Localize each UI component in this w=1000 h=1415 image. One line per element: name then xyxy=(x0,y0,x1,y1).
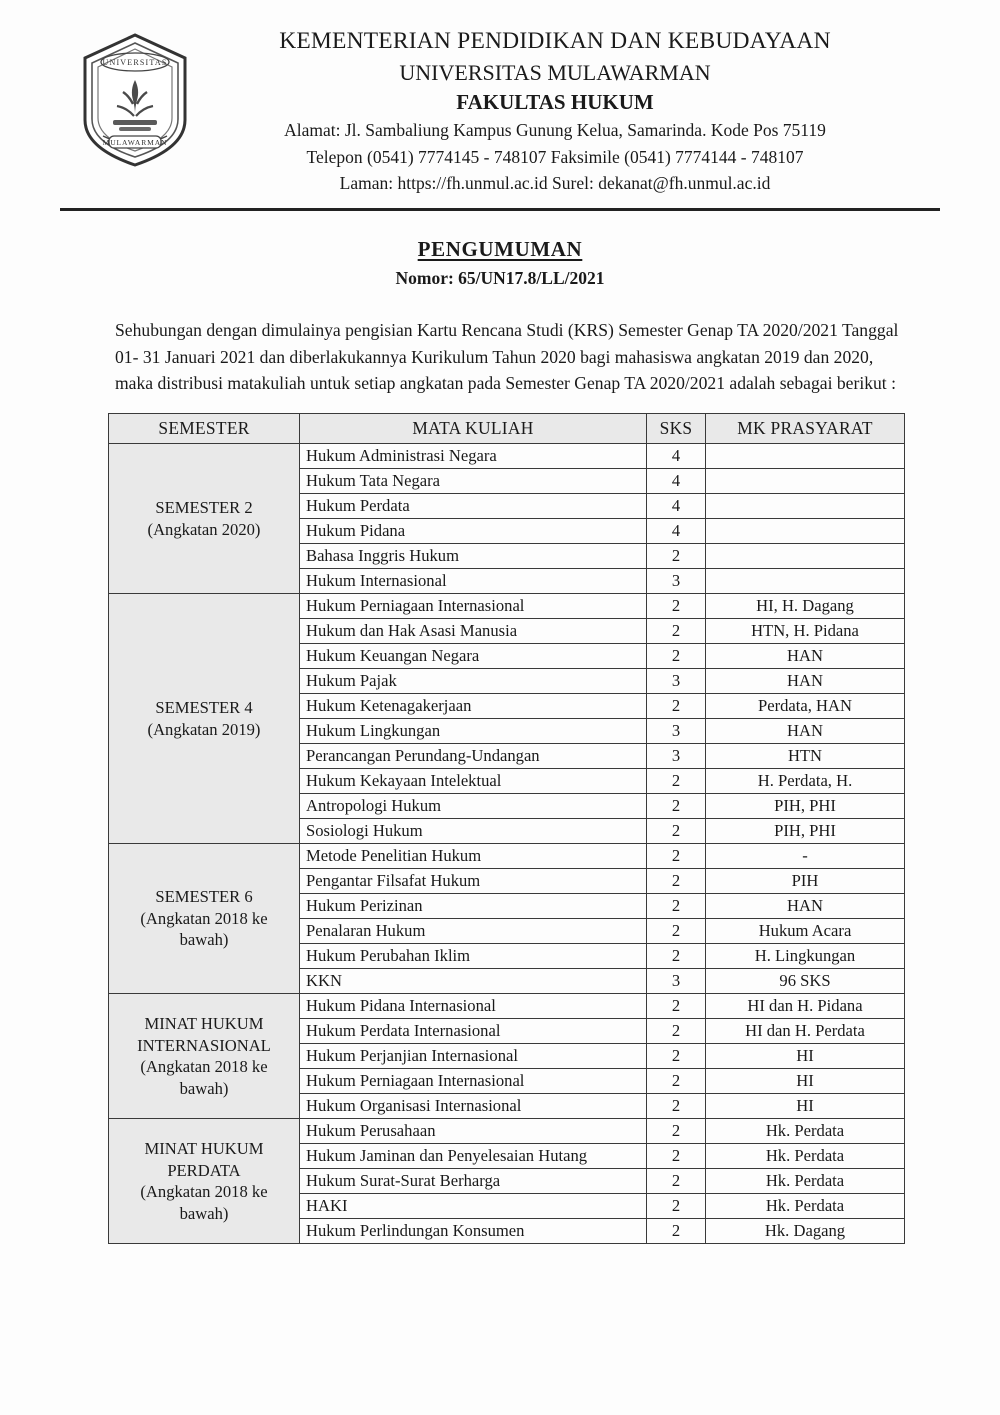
credits-cell: 2 xyxy=(647,1169,706,1194)
col-header-mata-kuliah: MATA KULIAH xyxy=(300,414,647,444)
course-name-cell: Hukum Perusahaan xyxy=(300,1119,647,1144)
credits-cell: 2 xyxy=(647,594,706,619)
course-name-cell: KKN xyxy=(300,969,647,994)
col-header-sks: SKS xyxy=(647,414,706,444)
course-name-cell: Hukum Perdata xyxy=(300,494,647,519)
prerequisite-cell: Hk. Dagang xyxy=(706,1219,905,1244)
address-line-1: Alamat: Jl. Sambaliung Kampus Gunung Kelua, Samarinda. Kode Pos 75119 xyxy=(284,120,826,141)
course-name-cell: Metode Penelitian Hukum xyxy=(300,844,647,869)
course-name-cell: Hukum Administrasi Negara xyxy=(300,444,647,469)
semester-group-line: (Angkatan 2018 ke bawah) xyxy=(140,1057,268,1098)
credits-cell: 2 xyxy=(647,1069,706,1094)
semester-group-cell xyxy=(109,1119,300,1244)
course-name-cell: Hukum Pajak xyxy=(300,669,647,694)
course-name-cell: Hukum Perizinan xyxy=(300,894,647,919)
header-divider xyxy=(60,208,940,211)
course-name-cell: Hukum Perlindungan Konsumen xyxy=(300,1219,647,1244)
table-row xyxy=(109,1119,905,1144)
course-name-cell: Hukum Perjanjian Internasional xyxy=(300,1044,647,1069)
course-name-cell: Hukum Organisasi Internasional xyxy=(300,1094,647,1119)
credits-cell: 2 xyxy=(647,844,706,869)
table-row xyxy=(109,994,905,1019)
course-name-cell: Hukum Lingkungan xyxy=(300,719,647,744)
prerequisite-cell: Hk. Perdata xyxy=(706,1144,905,1169)
course-name-cell: Hukum Perubahan Iklim xyxy=(300,944,647,969)
course-name-cell: Hukum Surat-Surat Berharga xyxy=(300,1169,647,1194)
university-name: UNIVERSITAS MULAWARMAN xyxy=(399,60,711,86)
course-name-cell: Sosiologi Hukum xyxy=(300,819,647,844)
prerequisite-cell: HI xyxy=(706,1094,905,1119)
prerequisite-cell: H. Lingkungan xyxy=(706,944,905,969)
col-header-semester: SEMESTER xyxy=(109,414,300,444)
credits-cell: 2 xyxy=(647,619,706,644)
credits-cell: 4 xyxy=(647,519,706,544)
prerequisite-cell: HTN, H. Pidana xyxy=(706,619,905,644)
faculty-name: FAKULTAS HUKUM xyxy=(456,90,654,115)
credits-cell: 2 xyxy=(647,1194,706,1219)
semester-group-line: (Angkatan 2018 ke bawah) xyxy=(140,1182,268,1223)
prerequisite-cell: HI, H. Dagang xyxy=(706,594,905,619)
course-name-cell: Hukum Kekayaan Intelektual xyxy=(300,769,647,794)
course-name-cell: Pengantar Filsafat Hukum xyxy=(300,869,647,894)
table-row xyxy=(109,594,905,619)
credits-cell: 2 xyxy=(647,1119,706,1144)
credits-cell: 4 xyxy=(647,469,706,494)
address-line-3: Laman: https://fh.unmul.ac.id Surel: dekanat@fh.unmul.ac.id xyxy=(339,173,771,194)
semester-group-line: (Angkatan 2018 ke bawah) xyxy=(140,908,268,950)
prerequisite-cell: - xyxy=(706,844,905,869)
prerequisite-cell: PIH, PHI xyxy=(706,794,905,819)
table-row xyxy=(109,444,905,469)
semester-group-line: MINAT HUKUM PERDATA xyxy=(144,1139,264,1180)
prerequisite-cell xyxy=(706,444,905,469)
prerequisite-cell: HTN xyxy=(706,744,905,769)
course-name-cell: Antropologi Hukum xyxy=(300,794,647,819)
credits-cell: 2 xyxy=(647,1019,706,1044)
table-row xyxy=(109,844,905,869)
credits-cell: 4 xyxy=(647,494,706,519)
prerequisite-cell: HAN xyxy=(706,719,905,744)
prerequisite-cell: Hk. Perdata xyxy=(706,1194,905,1219)
course-name-cell: Perancangan Perundang-Undangan xyxy=(300,744,647,769)
ministry-name: KEMENTERIAN PENDIDIKAN DAN KEBUDAYAAN xyxy=(279,28,831,54)
credits-cell: 2 xyxy=(647,1044,706,1069)
credits-cell: 2 xyxy=(647,794,706,819)
course-name-cell: Hukum Pidana Internasional xyxy=(300,994,647,1019)
credits-cell: 3 xyxy=(647,719,706,744)
prerequisite-cell: H. Perdata, H. xyxy=(706,769,905,794)
address-line-2: Telepon (0541) 7774145 - 748107 Faksimile (0541) 7774144 - 748107 xyxy=(306,146,804,167)
semester-group-line: (Angkatan 2020) xyxy=(147,519,261,539)
course-name-cell: Penalaran Hukum xyxy=(300,919,647,944)
course-name-cell: Hukum Keuangan Negara xyxy=(300,644,647,669)
letterhead-text xyxy=(210,26,940,196)
title-block xyxy=(0,237,1000,289)
credits-cell: 2 xyxy=(647,819,706,844)
prerequisite-cell: HI xyxy=(706,1069,905,1094)
credits-cell: 2 xyxy=(647,894,706,919)
prerequisite-cell: PIH xyxy=(706,869,905,894)
credits-cell: 2 xyxy=(647,994,706,1019)
col-header-prasyarat: MK PRASYARAT xyxy=(706,414,905,444)
course-name-cell: Hukum Perniagaan Internasional xyxy=(300,594,647,619)
prerequisite-cell xyxy=(706,469,905,494)
prerequisite-cell: HAN xyxy=(706,669,905,694)
course-distribution-table-wrap xyxy=(108,413,905,1244)
prerequisite-cell: Perdata, HAN xyxy=(706,694,905,719)
credits-cell: 2 xyxy=(647,1144,706,1169)
course-name-cell: Hukum Internasional xyxy=(300,569,647,594)
course-name-cell: Hukum Pidana xyxy=(300,519,647,544)
credits-cell: 2 xyxy=(647,944,706,969)
prerequisite-cell: HI dan H. Pidana xyxy=(706,994,905,1019)
credits-cell: 2 xyxy=(647,919,706,944)
semester-group-line: SEMESTER 6 xyxy=(155,887,253,907)
prerequisite-cell: HAN xyxy=(706,644,905,669)
course-name-cell: Bahasa Inggris Hukum xyxy=(300,544,647,569)
semester-group-line: SEMESTER 4 xyxy=(155,698,253,718)
table-head xyxy=(109,414,905,444)
credits-cell: 2 xyxy=(647,1219,706,1244)
prerequisite-cell xyxy=(706,569,905,594)
course-name-cell: Hukum Perdata Internasional xyxy=(300,1019,647,1044)
svg-text:MULAWARMAN: MULAWARMAN xyxy=(102,138,168,147)
university-logo xyxy=(60,26,210,168)
prerequisite-cell: Hukum Acara xyxy=(706,919,905,944)
credits-cell: 2 xyxy=(647,869,706,894)
intro-paragraph: Sehubungan dengan dimulainya pengisian Kartu Rencana Studi (KRS) Semester Genap TA 2020/2021 Tanggal 01- 31 Januari 2021 dan diberlakukannya Kurikulum Tahun 2020 bagi mahasiswa angkatan 2019 dan 2020, maka distribusi matakuliah untuk setiap angkatan pada Semester Genap TA 2020/2021 adalah sebagai berikut : xyxy=(115,319,899,394)
credits-cell: 2 xyxy=(647,694,706,719)
semester-group-line: MINAT HUKUM INTERNASIONAL xyxy=(137,1014,271,1055)
semester-group-cell xyxy=(109,994,300,1119)
credits-cell: 2 xyxy=(647,1094,706,1119)
course-name-cell: Hukum Perniagaan Internasional xyxy=(300,1069,647,1094)
table-body xyxy=(109,444,905,1244)
prerequisite-cell xyxy=(706,544,905,569)
prerequisite-cell xyxy=(706,494,905,519)
credits-cell: 3 xyxy=(647,569,706,594)
course-name-cell: Hukum dan Hak Asasi Manusia xyxy=(300,619,647,644)
prerequisite-cell: Hk. Perdata xyxy=(706,1119,905,1144)
prerequisite-cell: HAN xyxy=(706,894,905,919)
prerequisite-cell xyxy=(706,519,905,544)
prerequisite-cell: Hk. Perdata xyxy=(706,1169,905,1194)
mulawarman-crest-icon xyxy=(73,32,197,168)
document-number: Nomor: 65/UN17.8/LL/2021 xyxy=(395,267,605,288)
prerequisite-cell: PIH, PHI xyxy=(706,819,905,844)
credits-cell: 2 xyxy=(647,769,706,794)
credits-cell: 3 xyxy=(647,744,706,769)
document-title: PENGUMUMAN xyxy=(417,236,583,261)
semester-group-cell xyxy=(109,594,300,844)
prerequisite-cell: HI dan H. Perdata xyxy=(706,1019,905,1044)
semester-group-cell xyxy=(109,844,300,994)
semester-group-line: SEMESTER 2 xyxy=(155,498,253,518)
course-name-cell: Hukum Tata Negara xyxy=(300,469,647,494)
semester-group-cell xyxy=(109,444,300,594)
prerequisite-cell: 96 SKS xyxy=(706,969,905,994)
prerequisite-cell: HI xyxy=(706,1044,905,1069)
credits-cell: 3 xyxy=(647,969,706,994)
credits-cell: 4 xyxy=(647,444,706,469)
letterhead xyxy=(0,0,1000,196)
course-name-cell: Hukum Jaminan dan Penyelesaian Hutang xyxy=(300,1144,647,1169)
credits-cell: 3 xyxy=(647,669,706,694)
table-header-row xyxy=(109,414,905,444)
semester-group-line: (Angkatan 2019) xyxy=(147,719,261,739)
course-name-cell: Hukum Ketenagakerjaan xyxy=(300,694,647,719)
svg-text:UNIVERSITAS: UNIVERSITAS xyxy=(102,58,168,67)
credits-cell: 2 xyxy=(647,644,706,669)
course-name-cell: HAKI xyxy=(300,1194,647,1219)
credits-cell: 2 xyxy=(647,544,706,569)
course-distribution-table xyxy=(108,413,905,1244)
